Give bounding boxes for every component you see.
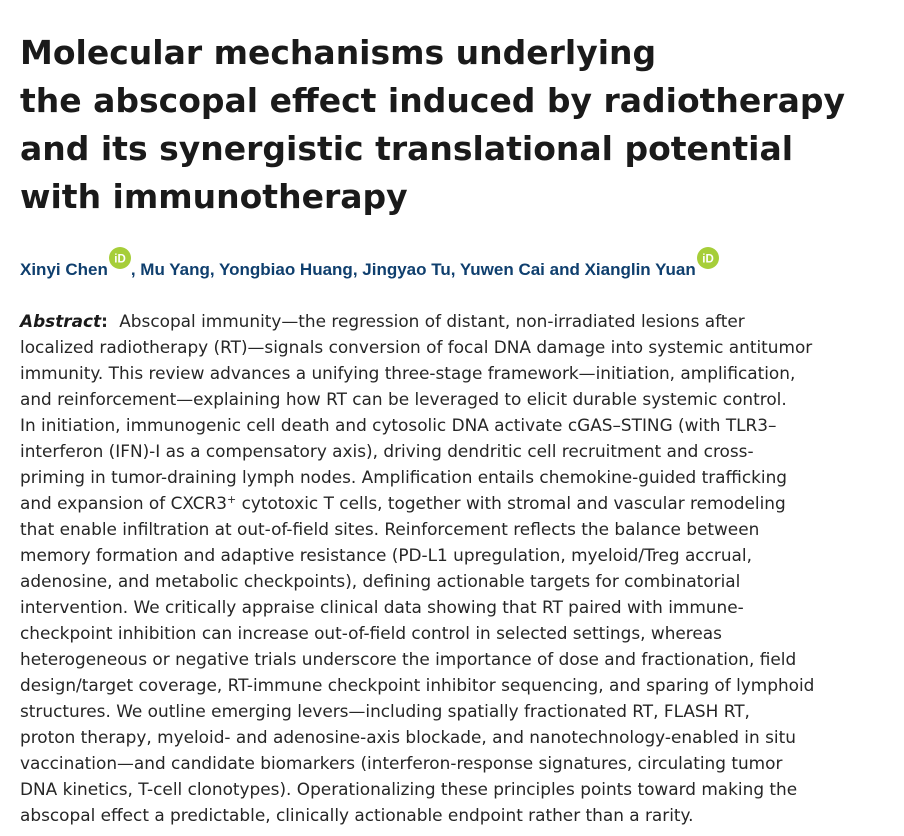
author-list [20, 247, 719, 282]
abstract-line: In initiation, immunogenic cell death and cytosolic DNA activate cGAS–STING (with TLR3– [20, 415, 777, 435]
orcid-icon[interactable] [109, 247, 131, 269]
abstract-line: localized radiotherapy (RT)—signals conversion of focal DNA damage into systemic antitumor [20, 337, 813, 357]
abstract-line: checkpoint inhibition can increase out-of-field control in selected settings, whereas [20, 623, 722, 643]
abstract-line: immunity. This review advances a unifying three-stage framework—initiation, amplification, [20, 363, 796, 383]
abstract-colon: : [101, 311, 108, 331]
orcid-icon[interactable] [697, 247, 719, 269]
title-line: and its synergistic translational potential [20, 129, 794, 168]
title-line: Molecular mechanisms underlying [20, 33, 657, 72]
abstract-line [20, 308, 900, 334]
abstract-line: abscopal effect a predictable, clinically actionable endpoint rather than a rarity. [20, 805, 694, 825]
title-line: the abscopal effect induced by radiotherapy [20, 81, 845, 120]
abstract-line: structures. We outline emerging levers—including spatially fractionated RT, FLASH RT, [20, 701, 750, 721]
abstract-line: intervention. We critically appraise clinical data showing that RT paired with immune- [20, 597, 744, 617]
abstract-label: Abstract [20, 311, 102, 331]
abstract-line: that enable infiltration at out-of-field sites. Reinforcement reflects the balance between [20, 519, 760, 539]
abstract-text: cytotoxic T cells, together with stromal and vascular remodeling [236, 493, 786, 513]
svg-text:iD: iD [114, 253, 126, 266]
abstract-line: adenosine, and metabolic checkpoints), defining actionable targets for combinatorial [20, 571, 741, 591]
abstract-line: interferon (IFN)-I as a compensatory axis), driving dendritic cell recruitment and cross- [20, 441, 754, 461]
abstract-line: proton therapy, myeloid- and adenosine-axis blockade, and nanotechnology-enabled in situ [20, 727, 796, 747]
title-line: with immunotherapy [20, 177, 408, 216]
abstract-line: vaccination—and candidate biomarkers (interferon-response signatures, circulating tumor [20, 753, 783, 773]
abstract-line: heterogeneous or negative trials underscore the importance of dose and fractionation, field [20, 649, 797, 669]
superscript-plus: + [226, 493, 237, 506]
abstract-line: design/target coverage, RT-immune checkpoint inhibitor sequencing, and sparing of lymphoid [20, 675, 815, 695]
abstract-text: and expansion of CXCR3 [20, 493, 227, 513]
abstract-line: DNA kinetics, T-cell clonotypes). Operationalizing these principles points toward making the [20, 779, 798, 799]
author-xinyi-chen[interactable]: Xinyi Chen [20, 260, 108, 279]
abstract-text: Abscopal immunity—the regression of distant, non-irradiated lesions after [119, 311, 745, 331]
abstract-block [20, 308, 900, 828]
author-names-rest[interactable]: , Mu Yang, Yongbiao Huang, Jingyao Tu, Yuwen Cai and Xianglin Yuan [130, 260, 696, 279]
abstract-line [20, 490, 900, 516]
abstract-line: and reinforcement—explaining how RT can be leveraged to elicit durable systemic control. [20, 389, 787, 409]
article-title [20, 29, 890, 221]
abstract-line: priming in tumor-draining lymph nodes. Amplification entails chemokine-guided trafficking [20, 467, 788, 487]
abstract-line: memory formation and adaptive resistance (PD-L1 upregulation, myeloid/Treg accrual, [20, 545, 752, 565]
svg-text:iD: iD [701, 253, 714, 266]
